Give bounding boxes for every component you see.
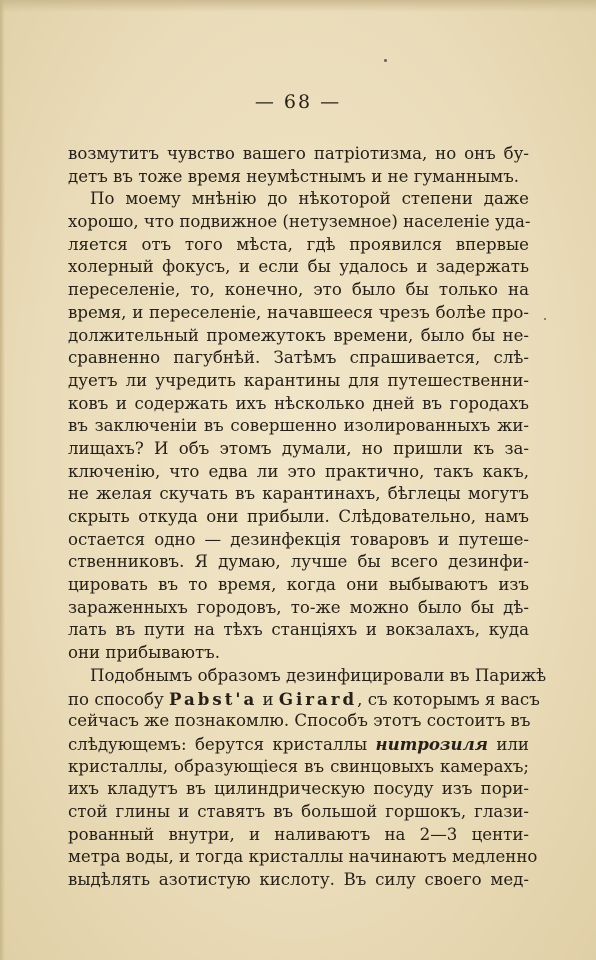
text-line: сравненно пагубнѣй. Затѣмъ спрашивается, слѣ-: [68, 348, 529, 368]
text-line: холерный фокусъ, и если бы удалось и задержать: [68, 257, 529, 277]
emphasized-term: Girard: [278, 688, 358, 709]
text-line: лать въ пути на тѣхъ станціяхъ и вокзалахъ, куда: [68, 620, 529, 640]
text-line: зараженныхъ городовъ, то-же можно было бы дѣ-: [68, 597, 529, 617]
text-line: дуетъ ли учредить карантины для путешественни-: [68, 370, 529, 390]
text-line: цировать въ то время, когда они выбываютъ изъ: [68, 575, 529, 595]
text-line: стой глины и ставятъ въ большой горшокъ, глази-: [68, 801, 529, 821]
text-line: детъ въ тоже время неумѣстнымъ и не гуманнымъ.: [68, 166, 520, 186]
text-line: они прибываютъ.: [68, 643, 221, 663]
body-text: [68, 143, 547, 892]
text-run: , съ которымъ я васъ: [357, 689, 540, 709]
text-line: ковъ и содержать ихъ нѣсколько дней въ городахъ: [68, 393, 529, 413]
text-run: по способу: [68, 689, 169, 709]
text-line: сейчасъ же познакомлю. Способъ этотъ состоитъ въ: [68, 711, 531, 731]
text-line: кристаллы, образующіеся въ свинцовыхъ камерахъ;: [68, 756, 529, 776]
text-line: возмутитъ чувство вашего патріотизма, но онъ бу-: [68, 144, 529, 163]
emphasized-term: нитрозиля: [375, 733, 488, 754]
page-binding-edge: [0, 0, 5, 960]
text-line: [68, 733, 529, 756]
text-line: время, и переселеніе, начавшееся чрезъ болѣе про-: [68, 302, 529, 322]
text-line: метра воды, и тогда кристаллы начинаютъ медленно: [68, 847, 538, 867]
text-line: ихъ кладутъ въ цилиндрическую посуду изъ пори-: [68, 779, 529, 799]
text-line: въ заключеніи въ совершенно изолированныхъ жи-: [68, 416, 529, 436]
text-line: По моему мнѣнію до нѣкоторой степени даже: [90, 189, 529, 209]
text-line: Подобнымъ образомъ дезинфицировали въ Парижѣ: [90, 665, 547, 685]
text-run: и: [257, 689, 279, 709]
text-line: рованный внутри, и наливаютъ на 2—3 центи-: [68, 824, 529, 844]
text-line: скрыть откуда они прибыли. Слѣдовательно, намъ: [68, 507, 529, 526]
text-line: переселеніе, то, конечно, это было бы только на: [68, 280, 529, 300]
text-line: хорошо, что подвижное (нетуземное) населеніе уда-: [68, 212, 531, 232]
text-line: ственниковъ. Я думаю, лучше бы всего дезинфи-: [68, 552, 529, 572]
text-line: ключенію, что едва ли это практично, такъ какъ,: [68, 461, 529, 481]
page-number-header: — 68 —: [254, 91, 342, 113]
emphasized-term: Pabst'a: [168, 688, 258, 709]
text-run: или: [487, 734, 529, 754]
text-line: ляется отъ того мѣста, гдѣ проявился впервые: [68, 234, 529, 254]
text-line: [68, 688, 540, 711]
text-run: слѣдующемъ: берутся кристаллы: [68, 734, 376, 754]
ink-speck: [544, 318, 546, 320]
page-top-shadow: [0, 0, 596, 12]
text-line: не желая скучать въ карантинахъ, бѣглецы могутъ: [68, 484, 529, 504]
text-line: выдѣлять азотистую кислоту. Въ силу своего мед-: [68, 870, 529, 889]
text-line: лищахъ? И объ этомъ думали, но пришли къ за-: [68, 438, 529, 458]
text-line: остается одно — дезинфекція товаровъ и путеше-: [68, 529, 529, 549]
text-line: должительный промежутокъ времени, было бы не-: [68, 325, 529, 345]
ink-speck: [384, 59, 387, 62]
